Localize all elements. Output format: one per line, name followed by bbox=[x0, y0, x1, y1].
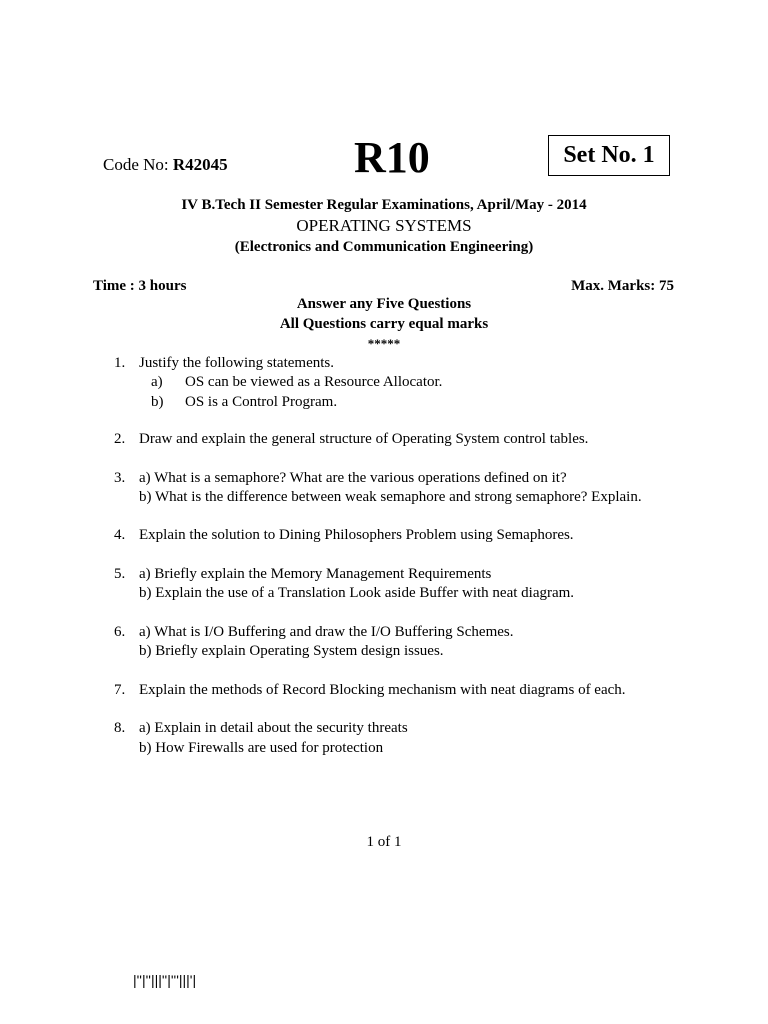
question-number: 1. bbox=[114, 355, 126, 371]
regulation-title: R10 bbox=[354, 133, 430, 182]
question-number: 3. bbox=[114, 470, 126, 486]
instruction-marks: All Questions carry equal marks bbox=[279, 316, 489, 332]
question-text: b) How Firewalls are used for protection bbox=[139, 740, 384, 756]
question-text: Explain the solution to Dining Philosophers Problem using Semaphores. bbox=[139, 527, 574, 543]
question-text: a) What is a semaphore? What are the various operations defined on it? bbox=[139, 470, 567, 486]
subpart-text: OS can be viewed as a Resource Allocator. bbox=[185, 374, 443, 390]
set-number-box bbox=[548, 135, 670, 176]
barcode: |''|''|||''|'''|||'| bbox=[133, 972, 197, 988]
question-text: b) Briefly explain Operating System design issues. bbox=[139, 643, 444, 659]
question-text: a) What is I/O Buffering and draw the I/O Buffering Schemes. bbox=[139, 624, 514, 640]
code-prefix: Code No: bbox=[103, 155, 173, 174]
question-number: 2. bbox=[114, 431, 126, 447]
question-text: a) Explain in detail about the security threats bbox=[139, 720, 408, 736]
question-number: 6. bbox=[114, 624, 126, 640]
question-text: a) Briefly explain the Memory Management Requirements bbox=[139, 566, 492, 582]
subject-title: OPERATING SYSTEMS bbox=[296, 216, 472, 235]
question-text: Draw and explain the general structure of Operating System control tables. bbox=[139, 431, 589, 447]
max-marks-label: Max. Marks: 75 bbox=[571, 278, 674, 294]
question-number: 4. bbox=[114, 527, 126, 543]
subpart-label: a) bbox=[151, 374, 163, 390]
question-text: Explain the methods of Record Blocking mechanism with neat diagrams of each. bbox=[139, 682, 626, 698]
branch-title: (Electronics and Communication Engineering) bbox=[234, 239, 534, 255]
question-text: b) Explain the use of a Translation Look aside Buffer with neat diagram. bbox=[139, 585, 575, 601]
exam-title: IV B.Tech II Semester Regular Examinations, April/May - 2014 bbox=[181, 197, 587, 213]
question-number: 8. bbox=[114, 720, 126, 736]
time-label: Time : 3 hours bbox=[93, 278, 187, 294]
question-text: Justify the following statements. bbox=[139, 355, 334, 371]
subpart-label: b) bbox=[151, 394, 164, 410]
page-number: 1 of 1 bbox=[366, 834, 402, 850]
question-number: 5. bbox=[114, 566, 126, 582]
code-value: R42045 bbox=[172, 155, 228, 174]
separator-stars: ***** bbox=[367, 336, 401, 351]
code-number bbox=[103, 155, 228, 175]
question-number: 7. bbox=[114, 682, 126, 698]
set-number-label: Set No. 1 bbox=[563, 142, 655, 168]
question-text: b) What is the difference between weak semaphore and strong semaphore? Explain. bbox=[139, 489, 642, 505]
instruction-answer: Answer any Five Questions bbox=[296, 296, 472, 312]
subpart-text: OS is a Control Program. bbox=[185, 394, 338, 410]
